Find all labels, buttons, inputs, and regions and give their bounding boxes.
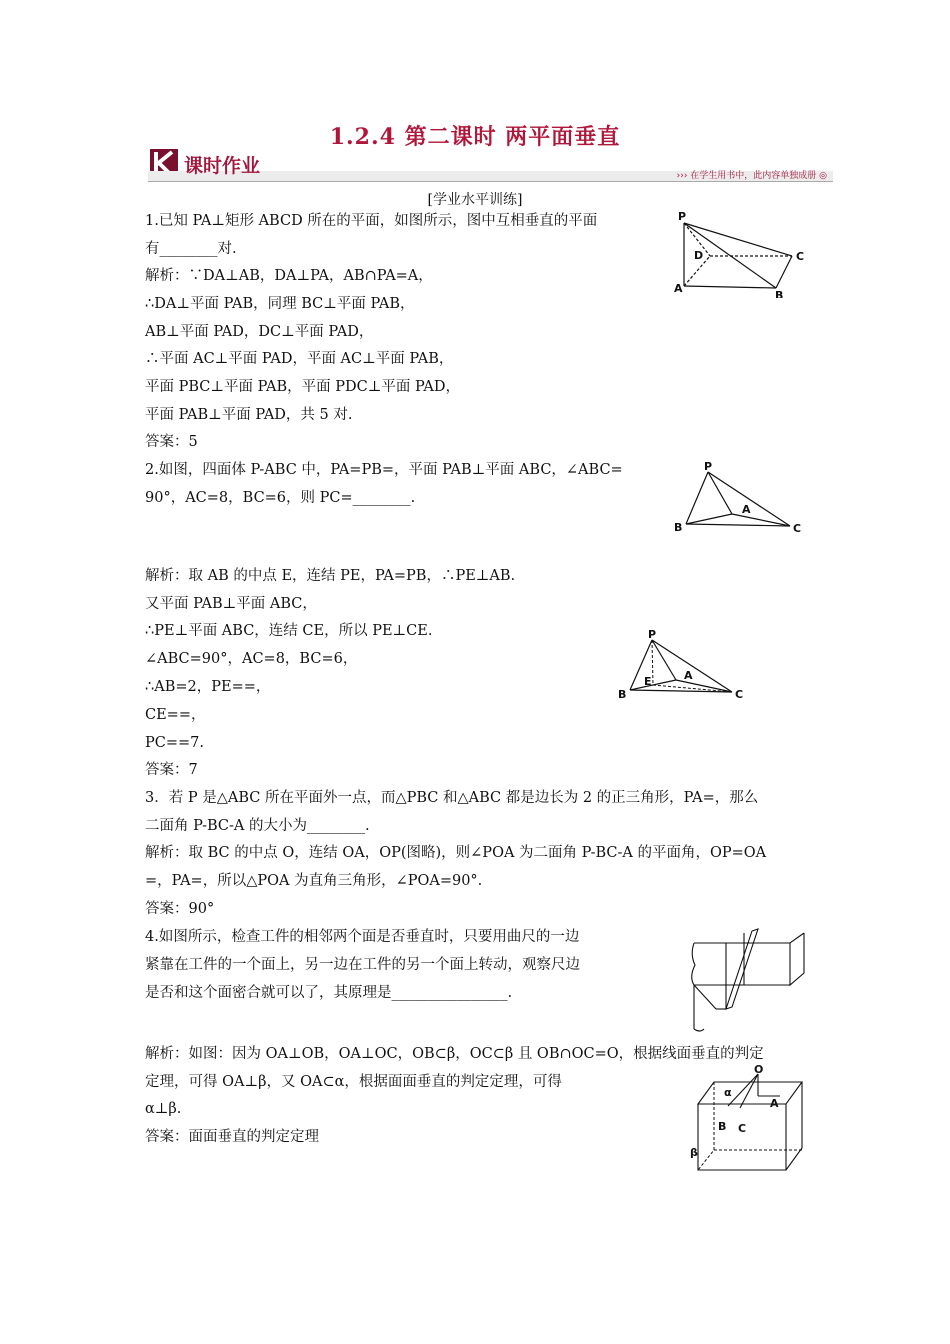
solution-4-line-1: 解析：如图：因为 OA⊥OB，OA⊥OC，OB⊂β，OC⊂β 且 OB∩OC=O，根据线面垂直的判定 bbox=[145, 1046, 764, 1062]
fig5-label-C: C bbox=[738, 1122, 747, 1135]
fig3-label-E: E bbox=[644, 675, 652, 688]
fig2-label-B: B bbox=[674, 521, 683, 534]
solution-2-line-5: ∴AB=2，PE==， bbox=[145, 679, 271, 695]
solution-2-line-7: PC==7. bbox=[145, 735, 204, 751]
solution-2-line-2: 又平面 PAB⊥平面 ABC， bbox=[145, 596, 317, 612]
fig5-label-B: B bbox=[718, 1120, 727, 1133]
fig5-label-alpha: α bbox=[724, 1086, 732, 1099]
problem-2-line-1: 2.如图，四面体 P-ABC 中，PA=PB=，平面 PAB⊥平面 ABC，∠ABC= bbox=[145, 462, 623, 478]
solution-1-line-4: ∴平面 AC⊥平面 PAD，平面 AC⊥平面 PAB， bbox=[145, 351, 454, 367]
problem-3-line-1: 3．若 P 是△ABC 所在平面外一点，而△PBC 和△ABC 都是边长为 2 的正三角形，PA=，那么 bbox=[145, 790, 759, 806]
figure-workpiece-ruler bbox=[686, 925, 806, 1037]
fig1-label-D: D bbox=[694, 249, 704, 262]
solution-1-line-6: 平面 PAB⊥平面 PAD，共 5 对. bbox=[145, 407, 353, 423]
solution-2-line-3: ∴PE⊥平面 ABC，连结 CE，所以 PE⊥CE. bbox=[145, 623, 433, 639]
solution-3-line-2: =，PA=，所以△POA 为直角三角形，∠POA=90°. bbox=[145, 873, 483, 889]
fig5-label-O: O bbox=[754, 1063, 764, 1076]
banner-title: 课时作业 bbox=[184, 155, 261, 177]
problem-1-line-2: 有________对. bbox=[145, 241, 237, 257]
fig1-label-B: B bbox=[775, 289, 784, 298]
fig1-label-A: A bbox=[674, 282, 683, 295]
figure-pyramid-rectangle bbox=[672, 208, 812, 298]
fig3-label-P: P bbox=[648, 628, 657, 641]
problem-2-line-2: 90°，AC=8，BC=6，则 PC=________. bbox=[145, 490, 416, 506]
solution-1-line-3: AB⊥平面 PAD，DC⊥平面 PAD， bbox=[145, 324, 374, 340]
banner-note: ››› 在学生用书中，此内容单独成册 ◎ bbox=[676, 171, 827, 181]
fig5-label-beta: β bbox=[690, 1146, 698, 1159]
figure-tetrahedron bbox=[672, 460, 807, 535]
solution-2-line-1: 解析：取 AB 的中点 E，连结 PE，PA=PB，∴PE⊥AB. bbox=[145, 568, 516, 584]
fig2-label-A: A bbox=[742, 503, 751, 516]
fig2-label-P: P bbox=[704, 460, 713, 473]
section-heading: [学业水平训练] bbox=[427, 192, 523, 208]
solution-2-line-4: ∠ABC=90°，AC=8，BC=6， bbox=[145, 651, 358, 667]
answer-1: 答案：5 bbox=[145, 434, 198, 450]
fig1-label-C: C bbox=[796, 250, 805, 263]
fig3-label-B: B bbox=[618, 688, 627, 701]
answer-3: 答案：90° bbox=[145, 901, 215, 917]
fig3-label-A: A bbox=[684, 669, 693, 682]
page-title: 1.2.4 第二课时 两平面垂直 bbox=[329, 124, 621, 150]
solution-4-line-3: α⊥β. bbox=[145, 1101, 182, 1117]
problem-3-line-2: 二面角 P-BC-A 的大小为________. bbox=[145, 818, 370, 834]
fig1-label-P: P bbox=[678, 210, 687, 223]
fig3-label-C: C bbox=[735, 688, 744, 701]
fig2-label-C: C bbox=[793, 522, 802, 535]
fig5-label-A: A bbox=[770, 1097, 779, 1110]
answer-4: 答案：面面垂直的判定定理 bbox=[145, 1129, 319, 1145]
solution-1-line-5: 平面 PBC⊥平面 PAB，平面 PDC⊥平面 PAD， bbox=[145, 379, 461, 395]
homework-banner bbox=[148, 147, 833, 182]
answer-2: 答案：7 bbox=[145, 762, 198, 778]
problem-1-line-1: 1.已知 PA⊥矩形 ABCD 所在的平面，如图所示，图中互相垂直的平面 bbox=[145, 213, 598, 229]
solution-3-line-1: 解析：取 BC 的中点 O，连结 OA，OP(图略)，则∠POA 为二面角 P-BC-A 的平面角，OP=OA bbox=[145, 845, 767, 861]
problem-4-line-3: 是否和这个面密合就可以了，其原理是________________. bbox=[145, 985, 513, 1001]
problem-4-line-2: 紧靠在工件的一个面上，另一边在工件的另一个面上转动，观察尺边 bbox=[145, 957, 580, 973]
solution-1-line-1: 解析：∵DA⊥AB，DA⊥PA，AB∩PA=A， bbox=[145, 268, 433, 284]
figure-perpendicular-planes bbox=[684, 1062, 814, 1190]
solution-1-line-2: ∴DA⊥平面 PAB，同理 BC⊥平面 PAB， bbox=[145, 296, 415, 312]
solution-4-line-2: 定理，可得 OA⊥β，又 OA⊂α，根据面面垂直的判定定理，可得 bbox=[145, 1074, 562, 1090]
figure-tetrahedron-midpoint bbox=[614, 628, 749, 703]
solution-2-line-6: CE==， bbox=[145, 707, 206, 723]
problem-4-line-1: 4.如图所示，检查工件的相邻两个面是否垂直时，只要用曲尺的一边 bbox=[145, 929, 580, 945]
